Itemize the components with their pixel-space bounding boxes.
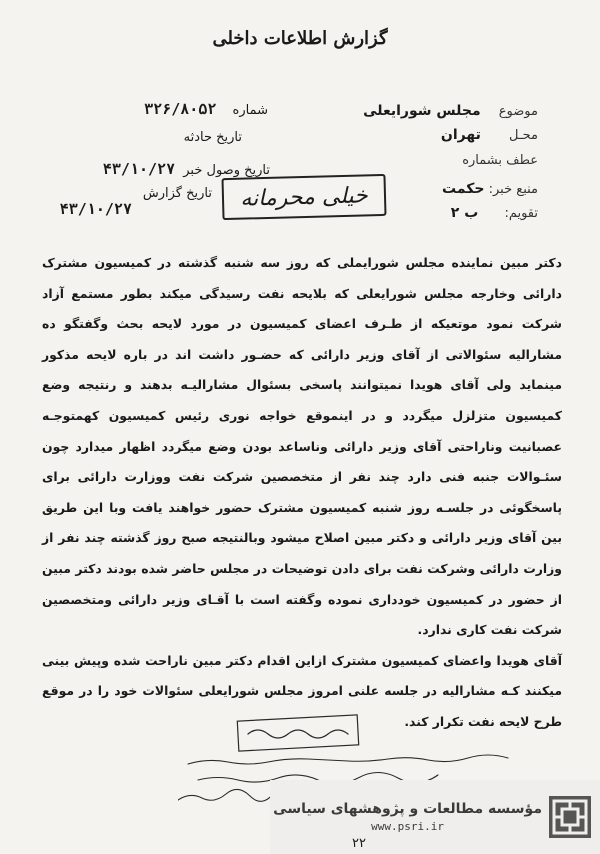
place-label: محـل <box>508 128 538 143</box>
source-label: منبع خبر: <box>488 182 538 197</box>
calendar-value: ب ۲ <box>450 205 479 221</box>
ref-field <box>462 153 538 168</box>
report-date-value-wrap <box>60 200 132 218</box>
website-link[interactable]: www.psri.ir <box>371 820 445 833</box>
place-value: تهران <box>440 127 481 143</box>
receipt-date-label: تاریخ وصول خبر <box>183 163 270 178</box>
report-title: گزارش اطلاعات داخلی <box>212 28 388 49</box>
calendar-field <box>451 205 538 221</box>
report-body <box>42 248 562 738</box>
page-number: ۲۲ <box>352 836 366 851</box>
event-date-label: تاریخ حادثه <box>183 130 242 145</box>
receipt-date-field <box>103 160 270 178</box>
report-date-label: تاریخ گزارش <box>142 186 212 201</box>
classification-stamp: خیلی محرمانه <box>221 174 386 220</box>
place-field <box>441 127 538 143</box>
calendar-label: تقویم: <box>504 206 538 221</box>
report-date-value: ۴۳/۱۰/۲۷ <box>59 200 132 218</box>
institute-logo-icon <box>548 795 592 839</box>
subject-value: مجلس شورایعلی <box>363 103 481 119</box>
source-value: حکمت <box>442 181 485 197</box>
report-date-field <box>143 186 212 201</box>
source-field <box>442 181 538 197</box>
number-field <box>144 100 268 118</box>
archive-footer <box>270 780 600 854</box>
ref-label: عطف بشماره <box>462 153 538 168</box>
number-label: شماره <box>232 103 268 118</box>
event-date-field <box>184 130 242 145</box>
body-paragraph-1: دکتر مبین نماینده مجلس شورایملی که روز سه شنبه گذشته در کمیسیون مشترک دارائی وخارجه مجلس شورایعلی که بلایحه نفت رسیدگی میکند بطور مستمع آزاد شرکت نمود موتعیکه از طـرف اعضای کمیسیون در مورد لایحه بحث وگفتگو ده مشارالیه سئوالاتی از آقای وزیر دارائی که حضـور داشت اند در باره لایحه مذکور مینماید ولی آقای هویدا نمیتوانند پاسخی بسئوال مشارالیـه بدهند و رنتیجه وضع کمیسیون متزلزل میگردد و در اینموقع خواجه نوری رئیس کمیسیون کهمتوجـه عصبانیت وناراحتی آقای وزیر دارائی وناساعد بودن وضع میگردد اظهار میدارد چون سئـوالات جنبه فنی دارد چند نفر از متخصصین شرکت نفت ووزارت دارائی برای پاسخگوئی در جلسـه روز شنبه کمیسیون مشترک حضور خواهند یافت وبا این طریق بین آقای وزیر دارائی و دکتر مبین اصلاح میشود وبالنتیجه صبح روز گذشته چند نفر از وزارت دارائی وشرکت نفت برای دادن توضیحات در مجلس حاضر شده بودند دکتر مبین از حضور در کمیسیون خودداری نموده وگفته است با آقـای وزیر دارائی ومتخصصین شرکت نفت کاری ندارد. <box>42 255 562 638</box>
number-value: ۳۲۶/۸۰۵۲ <box>144 100 217 118</box>
subject-label: موضوع <box>498 104 538 119</box>
organization-name: مؤسسه مطالعات و پژوهشهای سیاسی <box>273 801 542 817</box>
body-paragraph-2: آقای هویدا واعضای کمیسیون مشترک ازاین اقدام دکتر مبین ناراحت شده وپیش بینی میکنند کـه مشارالیه در جلسه علنی امروز مجلس شورایعلی سئوالات خود را در موقع طرح لایحه نفت تکرار کند. <box>42 652 562 729</box>
subject-field <box>363 103 538 119</box>
receipt-date-value: ۴۳/۱۰/۲۷ <box>102 160 176 178</box>
